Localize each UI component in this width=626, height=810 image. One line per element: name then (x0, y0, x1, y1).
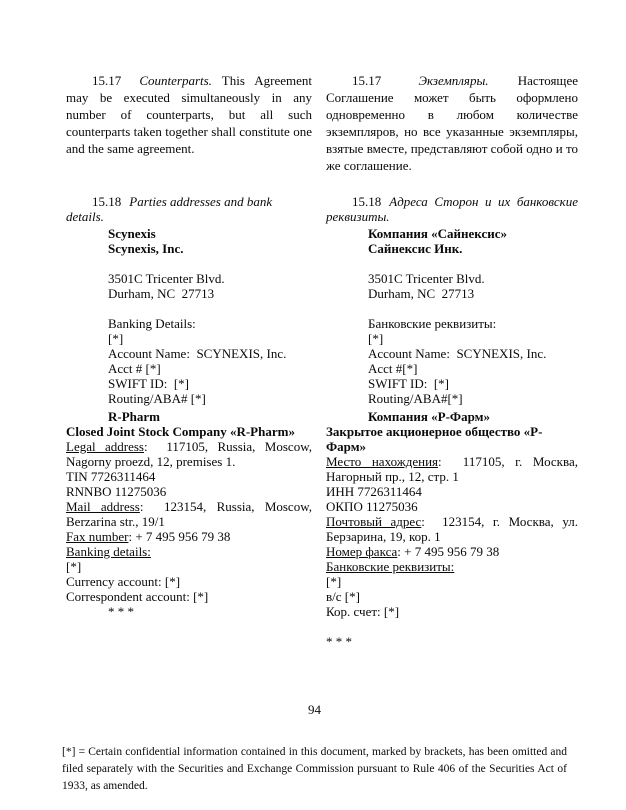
banking-line: Account Name: SCYNEXIS, Inc. (368, 346, 547, 361)
legal-address-line2: Nagorny proezd, 12, premises 1. (66, 454, 236, 469)
mail-address-line (66, 499, 312, 514)
column-english (66, 72, 312, 649)
fax-label: Номер факса (326, 544, 398, 559)
spacer (326, 301, 578, 316)
mail-address-value: : 123154, Russia, Moscow, (139, 499, 312, 514)
section-body: Настоящее Соглашение может быть оформлено одновременно в любом количестве экземпляров, но все указанные экземпляры, взятые вместе, представляют собой одно и то же соглашение. (326, 73, 578, 173)
section-number: 15.18 (92, 194, 122, 209)
section-15-18-en (66, 194, 312, 226)
banking-line: Routing/ABA#[*] (368, 391, 463, 406)
address-line: 3501C Tricenter Blvd. (108, 271, 225, 286)
section-number: 15.17 (352, 73, 382, 88)
spacer (326, 619, 578, 634)
section-end-stars: * * * (326, 634, 352, 649)
rpharm-block-en (66, 409, 312, 619)
banking-line: Currency account: [*] (66, 574, 181, 589)
section-15-17-ru (326, 72, 578, 194)
company-name: Closed Joint Stock Company «R-Pharm» (66, 424, 295, 439)
legal-address-label: Место нахождения (326, 454, 439, 469)
banking-heading (326, 559, 578, 574)
legal-address-value: : 117105, Russia, Moscow, (143, 439, 312, 454)
mail-address-line2: Berzarina str., 19/1 (66, 514, 165, 529)
company-name: Scynexis, Inc. (108, 241, 184, 256)
banking-heading-text: Banking details: (66, 544, 151, 559)
mail-address-label: Почтовый адрес (326, 514, 422, 529)
fax-line (326, 544, 578, 559)
mail-address-label: Mail address (66, 499, 140, 514)
section-15-17-en (66, 72, 312, 194)
banking-line: Correspondent account: [*] (66, 589, 209, 604)
company-heading: Компания «Р-Фарм» (368, 409, 490, 424)
banking-line: [*] (108, 331, 124, 346)
rnnbo-line: RNNBO 11275036 (66, 484, 167, 499)
legal-address-value: : 117105, г. Москва, (438, 454, 578, 469)
banking-line: Acct #[*] (368, 361, 418, 376)
section-number: 15.18 (352, 194, 382, 209)
fax-value: : + 7 495 956 79 38 (128, 529, 231, 544)
inn-line: ИНН 7726311464 (326, 484, 422, 499)
legal-address-label: Legal address (66, 439, 144, 454)
section-title: Parties addresses and bank details. (66, 194, 276, 224)
banking-heading-text: Банковские реквизиты: (326, 559, 455, 574)
banking-line: в/с [*] (326, 589, 360, 604)
spacer (66, 301, 312, 316)
banking-line: SWIFT ID: [*] (368, 376, 450, 391)
banking-line: [*] (66, 559, 82, 574)
fax-label: Fax number (66, 529, 129, 544)
banking-line: Account Name: SCYNEXIS, Inc. (108, 346, 287, 361)
counterparts-paragraph (66, 72, 312, 157)
column-russian (326, 72, 578, 649)
spacer (66, 256, 312, 271)
section-end-stars: * * * (108, 604, 134, 619)
banking-line: [*] (368, 331, 384, 346)
scynexis-block-en (66, 226, 312, 406)
banking-line: [*] (326, 574, 342, 589)
scynexis-block-ru (326, 226, 578, 406)
address-line: Durham, NC 27713 (108, 286, 215, 301)
section-number: 15.17 (92, 73, 122, 88)
banking-heading: Banking Details: (108, 316, 196, 331)
banking-heading: Банковские реквизиты: (368, 316, 497, 331)
section-title: Counterparts. (139, 73, 212, 88)
banking-line: SWIFT ID: [*] (108, 376, 190, 391)
tin-line: TIN 7726311464 (66, 469, 156, 484)
company-heading: R-Pharm (108, 409, 160, 424)
mail-address-line2: Берзарина, 19, кор. 1 (326, 529, 441, 544)
section-title: Экземпляры. (418, 73, 489, 88)
two-column-layout (66, 72, 578, 649)
fax-value: : + 7 495 956 79 38 (397, 544, 500, 559)
company-name: Закрытое акционерное общество «Р-Фарм» (326, 424, 543, 454)
address-line: 3501C Tricenter Blvd. (368, 271, 485, 286)
parties-heading (66, 194, 312, 224)
company-name: Scynexis (108, 226, 156, 241)
mail-address-value: : 123154, г. Москва, ул. (421, 514, 578, 529)
counterparts-paragraph-ru (326, 72, 578, 174)
section-body: This Agreement may be executed simultaneously in any number of counterparts, but all such counterparts taken together shall constitute one and the same agreement. (66, 73, 312, 156)
banking-line: Кор. счет: [*] (326, 604, 400, 619)
parties-heading-line1 (326, 194, 578, 209)
legal-address-line (326, 454, 578, 469)
banking-line: Routing/ABA# [*] (108, 391, 206, 406)
okpo-line: ОКПО 11275036 (326, 499, 418, 514)
legal-address-line (66, 439, 312, 454)
confidentiality-footnote: [*] = Certain confidential information contained in this document, marked by brackets, has been omitted and filed separately with the Securities and Exchange Commission pursuant to Rule 406 of the Securities Act of 1933, as amended. (62, 746, 567, 792)
banking-heading (66, 544, 312, 559)
section-15-18-ru (326, 194, 578, 226)
rpharm-block-ru (326, 409, 578, 649)
address-line: Durham, NC 27713 (368, 286, 475, 301)
section-title: Адреса Сторон и их банковские (389, 194, 578, 209)
mail-address-line (326, 514, 578, 529)
company-name: Сайнексис Инк. (368, 241, 463, 256)
banking-line: Acct # [*] (108, 361, 161, 376)
spacer (326, 256, 578, 271)
fax-line (66, 529, 312, 544)
legal-address-line2: Нагорный пр., 12, стр. 1 (326, 469, 459, 484)
company-name: Компания «Сайнексис» (368, 226, 507, 241)
parties-heading-line2: реквизиты. (326, 209, 390, 224)
page-number: 94 (308, 702, 321, 717)
